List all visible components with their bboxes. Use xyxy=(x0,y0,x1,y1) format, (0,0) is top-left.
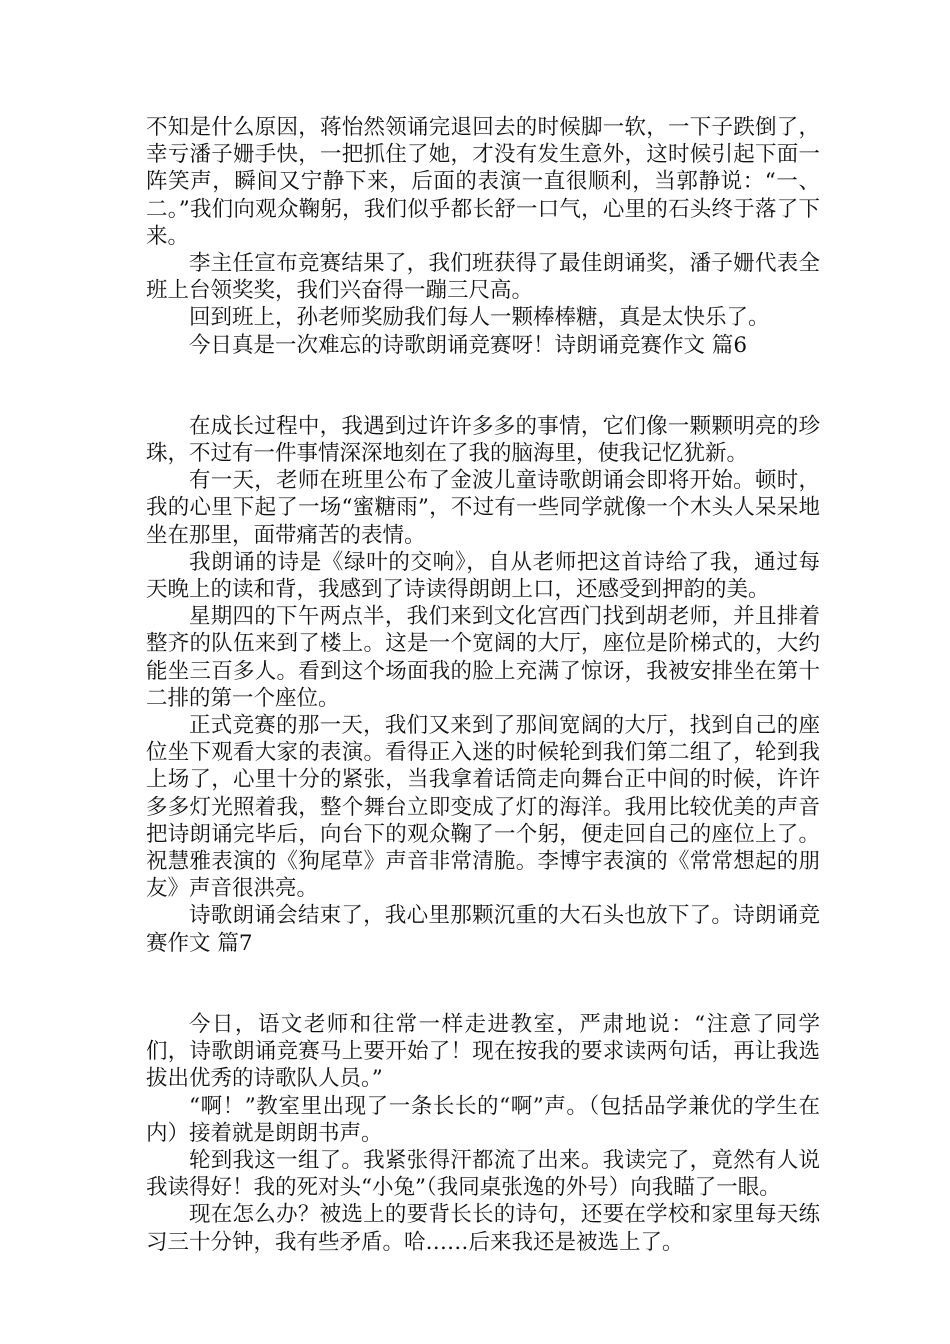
paragraph: 有一天，老师在班里公布了金波儿童诗歌朗诵会即将开始。顿时，我的心里下起了一场“蜜糖雨”，不过有一些同学就像一个木头人呆呆地坐在那里，面带痛苦的表情。 xyxy=(146,468,820,548)
paragraph: 星期四的下午两点半，我们来到文化宫西门找到胡老师，并且排着整齐的队伍来到了楼上。这是一个宽阔的大厅，座位是阶梯式的，大约能坐三百多人。看到这个场面我的脸上充满了惊讶，我被安排坐在第十二排的第一个座位。 xyxy=(146,604,820,711)
section-gap xyxy=(146,359,820,413)
paragraph: 不知是什么原因，蒋怡然领诵完退回去的时候脚一软，一下子跌倒了，幸亏潘子姗手快，一把抓住了她，才没有发生意外，这时候引起下面一阵笑声，瞬间又宁静下来，后面的表演一直很顺利，当郭静说：“一、二。”我们向观众鞠躬，我们似乎都长舒一口气，心里的石头终于落了下来。 xyxy=(146,115,820,249)
paragraph-section-heading: 诗歌朗诵会结束了，我心里那颗沉重的大石头也放下了。诗朗诵竞赛作文 篇7 xyxy=(146,903,820,956)
paragraph: 回到班上，孙老师奖励我们每人一颗棒棒糖，真是太快乐了。 xyxy=(189,305,770,331)
paragraph: 李主任宣布竞赛结果了，我们班获得了最佳朗诵奖，潘子姗代表全班上台领奖奖，我们兴奋得一蹦三尺高。 xyxy=(146,251,820,304)
paragraph: 在成长过程中，我遇到过许许多多的事情，它们像一颗颗明亮的珍珠，不过有一件事情深深地刻在了我的脑海里，使我记忆犹新。 xyxy=(146,413,820,467)
paragraph: “啊！”教室里出现了一条长长的“啊”声。（包括品学兼优的学生在内）接着就是朗朗书声。 xyxy=(146,1093,820,1146)
paragraph-section-heading: 今日真是一次难忘的诗歌朗诵竞赛呀！诗朗诵竞赛作文 篇6 xyxy=(189,332,748,358)
paragraph: 轮到我这一组了。我紧张得汗都流了出来。我读完了，竟然有人说我读得好！我的死对头“小兔”（我同桌张逸的外号）向我瞄了一眼。 xyxy=(146,1147,820,1201)
section-gap xyxy=(146,957,820,1011)
paragraph: 现在怎么办？被选上的要背长长的诗句，还要在学校和家里每天练习三十分钟，我有些矛盾。哈……后来我还是被选上了。 xyxy=(146,1202,820,1255)
paragraph: 今日，语文老师和往常一样走进教室，严肃地说：“注意了同学们，诗歌朗诵竞赛马上要开始了！现在按我的要求读两句话，再让我选拔出优秀的诗歌队人员。” xyxy=(146,1011,820,1092)
paragraph: 正式竞赛的那一天，我们又来到了那间宽阔的大厅，找到自己的座位坐下观看大家的表演。看得正入迷的时候轮到我们第二组了，轮到我上场了，心里十分的紧张，当我拿着话筒走向舞台正中间的时候，许许多多灯光照着我，整个舞台立即变成了灯的海洋。我用比较优美的声音把诗朗诵完毕后，向台下的观众鞠了一个躬，便走回自己的座位上了。祝慧雅表演的《狗尾草》声音非常清脆。李博宇表演的《常常想起的朋友》声音很洪亮。 xyxy=(146,713,820,902)
paragraph: 我朗诵的诗是《绿叶的交响》，自从老师把这首诗给了我，通过每天晚上的读和背，我感到了诗读得朗朗上口，还感受到押韵的美。 xyxy=(146,549,820,603)
document-page xyxy=(146,114,820,1256)
